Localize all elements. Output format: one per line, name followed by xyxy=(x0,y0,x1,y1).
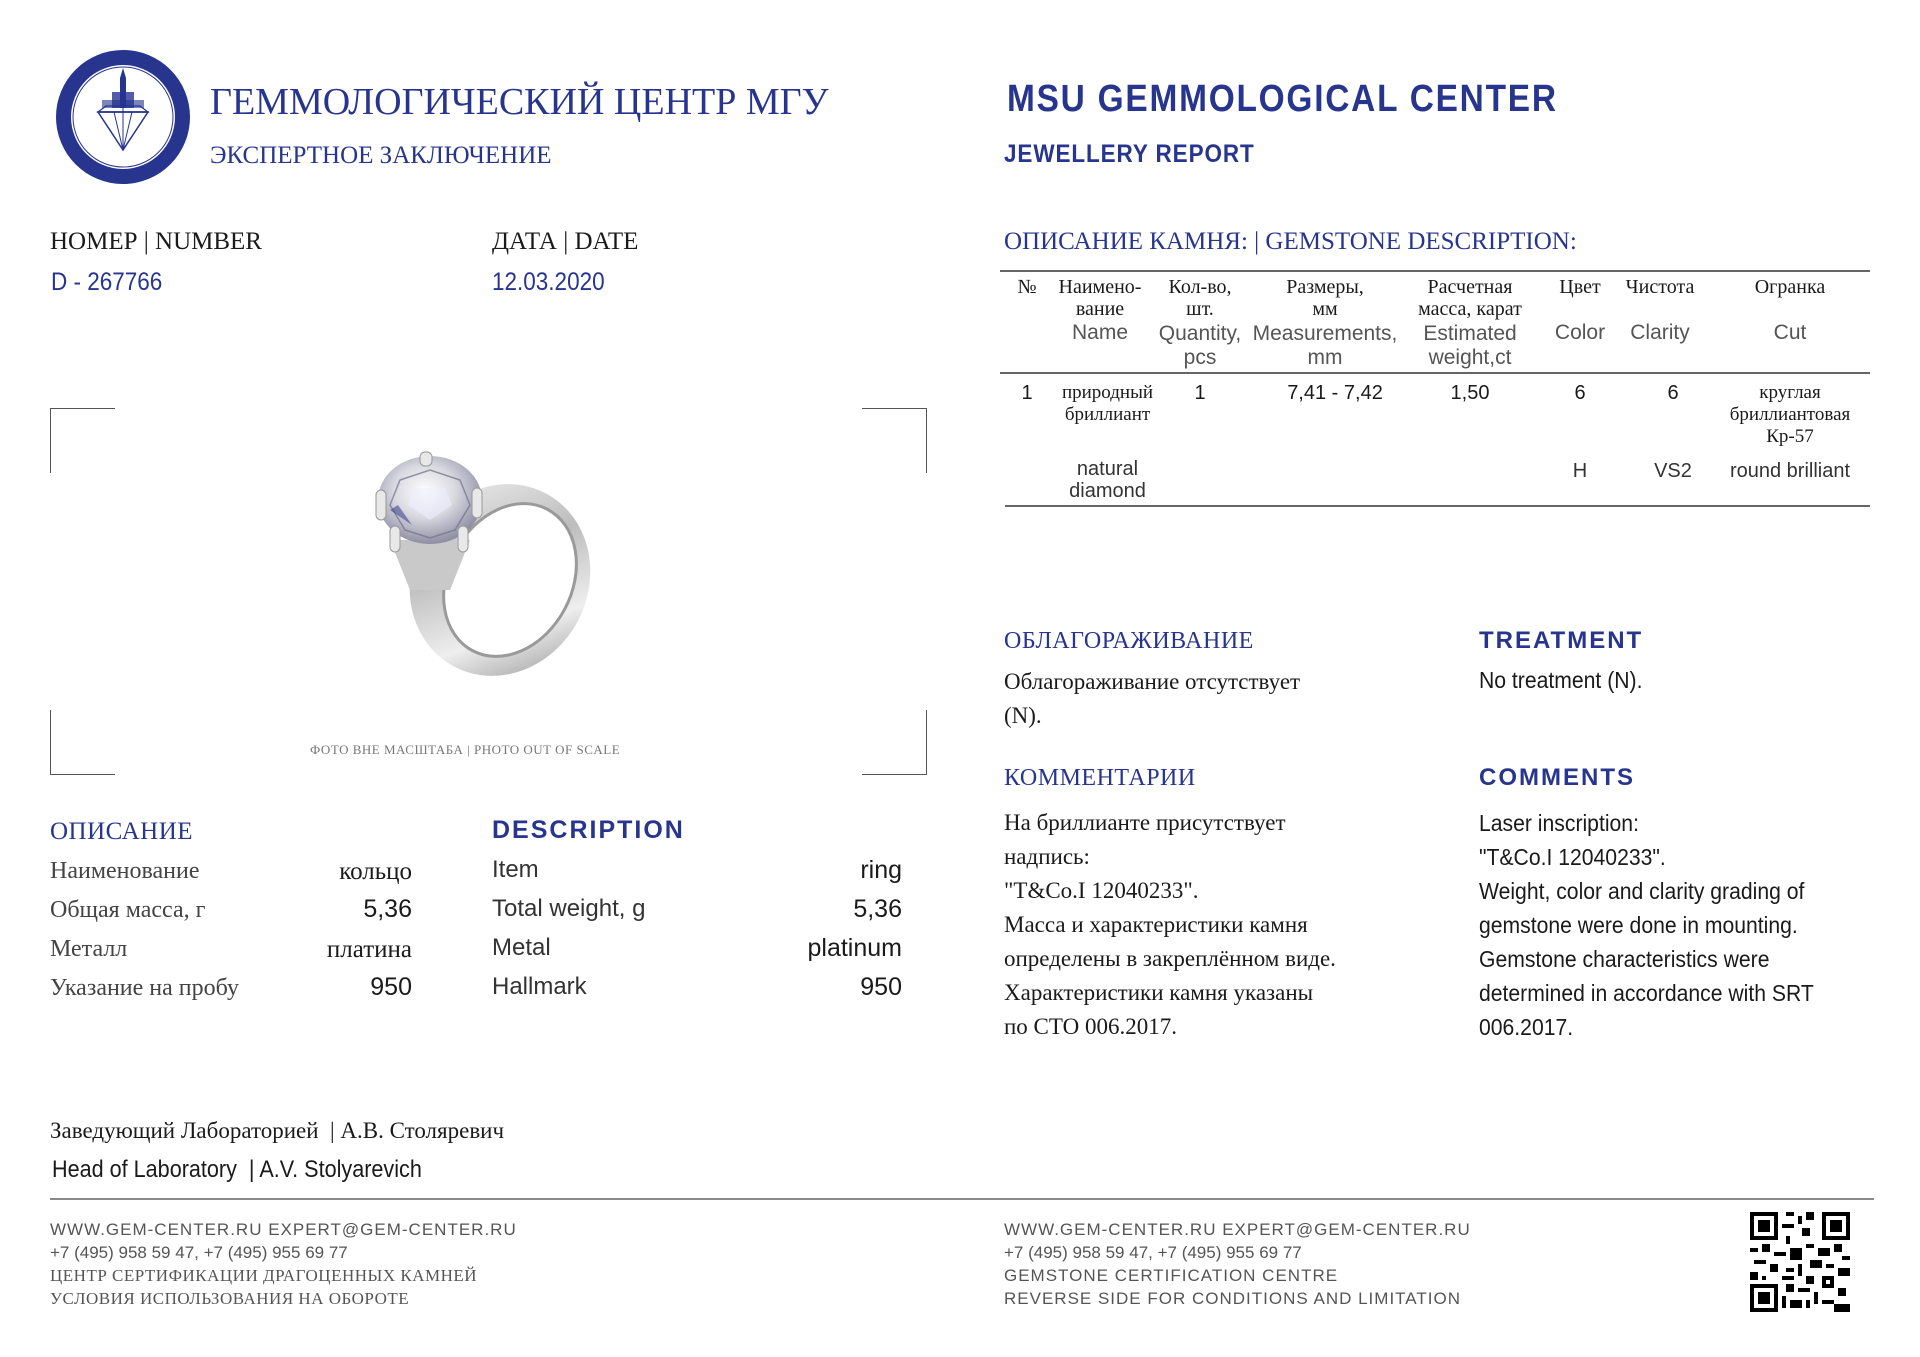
header-name-en: Name xyxy=(1071,321,1129,344)
qr-code-icon xyxy=(1750,1212,1850,1312)
cell-qty: 1 xyxy=(1194,382,1206,404)
cell-color-en: H xyxy=(1572,460,1588,482)
gemstone-heading: ОПИСАНИЕ КАМНЯ: | GEMSTONE DESCRIPTION: xyxy=(1004,228,1577,255)
desc-en-label: Total weight, g xyxy=(492,895,646,922)
desc-en-value: ring xyxy=(860,856,902,884)
header-name-ru: Наимено- вание xyxy=(1058,276,1142,320)
treatment-ru-text: Облагораживание отсутствует (N). xyxy=(1004,669,1301,728)
footer-rule xyxy=(50,1198,1874,1200)
desc-en-value: 5,36 xyxy=(853,895,902,923)
header-cut-ru: Огранка xyxy=(1754,276,1826,298)
footer-right-line4: REVERSE SIDE FOR CONDITIONS AND LIMITATION xyxy=(1004,1289,1461,1308)
header-clarity-en: Clarity xyxy=(1630,321,1690,344)
cell-color-ru: 6 xyxy=(1574,382,1586,404)
comments-en-text: Laser inscription: "T&Co.I 12040233". Weight, color and clarity grading of gemstone were done in mounting. Gemstone characteristics were determined in accordance with SRT 006.2017. xyxy=(1479,810,1814,1040)
frame-corner-top-left xyxy=(50,408,115,473)
footer-right-phone: +7 (495) 958 59 47, +7 (495) 955 69 77 xyxy=(1004,1243,1302,1262)
solitaire-ring-image xyxy=(360,450,600,680)
number-value: D - 267766 xyxy=(51,268,163,296)
ru-title: ГЕММОЛОГИЧЕСКИЙ ЦЕНТР МГУ xyxy=(210,81,829,123)
treatment-en-text: No treatment (N). xyxy=(1479,667,1643,693)
date-label: ДАТА | DATE xyxy=(492,228,639,255)
cell-cut-ru: круглая бриллиантовая Кр-57 xyxy=(1729,382,1851,447)
frame-corner-top-right xyxy=(862,408,927,473)
footer-left xyxy=(50,1218,517,1310)
desc-ru-value: 950 xyxy=(370,973,412,1001)
cell-measurements: 7,41 - 7,42 xyxy=(1287,382,1383,404)
table-bottom-rule xyxy=(1005,505,1870,507)
description-ru-heading: ОПИСАНИЕ xyxy=(50,818,194,845)
treatment-en-heading: TREATMENT xyxy=(1479,627,1644,654)
desc-en-label: Item xyxy=(492,856,539,883)
desc-ru-label: Указание на пробу xyxy=(50,975,239,1001)
cell-clarity-en: VS2 xyxy=(1654,460,1692,482)
footer-right xyxy=(1004,1218,1471,1310)
header-color-ru: Цвет xyxy=(1559,276,1601,298)
treatment-ru-heading: ОБЛАГОРАЖИВАНИЕ xyxy=(1004,628,1254,654)
footer-right-web: WWW.GEM-CENTER.RU EXPERT@GEM-CENTER.RU xyxy=(1004,1220,1471,1239)
ru-subtitle: ЭКСПЕРТНОЕ ЗАКЛЮЧЕНИЕ xyxy=(210,142,552,169)
desc-en-value: platinum xyxy=(807,934,902,962)
desc-ru-label: Металл xyxy=(50,936,128,962)
comments-ru-text: На бриллианте присутствует надпись: "T&Co.I 12040233". Масса и характеристики камня определены в закреплённом виде. Характеристики камня указаны по СТО 006.2017. xyxy=(1004,810,1336,1039)
table-top-rule xyxy=(1000,270,1870,272)
cell-cut-en: round brilliant xyxy=(1729,460,1851,482)
number-label: НОМЕР | NUMBER xyxy=(50,228,262,255)
en-subtitle: JEWELLERY REPORT xyxy=(1004,140,1255,168)
date-value: 12.03.2020 xyxy=(492,268,605,296)
comments-ru-heading: КОММЕНТАРИИ xyxy=(1004,765,1196,791)
header-clarity-ru: Чистота xyxy=(1625,276,1695,298)
frame-corner-bottom-right xyxy=(862,710,927,775)
desc-ru-label: Наименование xyxy=(50,858,200,884)
table-header-rule xyxy=(1000,372,1870,374)
header-qty-en: Quantity, pcs xyxy=(1158,322,1242,369)
cell-name-ru: природный бриллиант xyxy=(1061,382,1154,425)
cell-clarity-ru: 6 xyxy=(1667,382,1679,404)
header-weight-ru: Расчетная масса, карат xyxy=(1418,276,1522,320)
desc-ru-label: Общая масса, г xyxy=(50,897,206,923)
header-no: № xyxy=(1017,276,1037,298)
header-qty-ru: Кол-во, шт. xyxy=(1168,276,1232,320)
footer-left-line4: УСЛОВИЯ ИСПОЛЬЗОВАНИЯ НА ОБОРОТЕ xyxy=(50,1289,410,1308)
footer-left-line3: ЦЕНТР СЕРТИФИКАЦИИ ДРАГОЦЕННЫХ КАМНЕЙ xyxy=(50,1266,478,1285)
header-color-en: Color xyxy=(1554,321,1606,344)
footer-right-line3: GEMSTONE CERTIFICATION CENTRE xyxy=(1004,1266,1339,1285)
footer-left-phone: +7 (495) 958 59 47, +7 (495) 955 69 77 xyxy=(50,1243,348,1262)
signature-en: Head of Laboratory | A.V. Stolyarevich xyxy=(52,1156,422,1183)
desc-ru-value: платина xyxy=(326,936,412,963)
photo-caption: ФОТО ВНЕ МАСШТАБА | PHOTO OUT OF SCALE xyxy=(310,742,621,757)
desc-ru-value: 5,36 xyxy=(363,895,412,923)
desc-en-label: Hallmark xyxy=(492,973,587,1000)
desc-en-value: 950 xyxy=(860,973,902,1001)
header-cut-en: Cut xyxy=(1773,321,1807,344)
cell-weight: 1,50 xyxy=(1450,382,1490,404)
cell-name-en: natural diamond xyxy=(1069,458,1146,502)
cell-no: 1 xyxy=(1021,382,1033,404)
desc-en-label: Metal xyxy=(492,934,551,961)
msu-seal-logo xyxy=(54,48,192,186)
desc-ru-value: кольцо xyxy=(339,858,412,885)
header-weight-en: Estimated weight,ct xyxy=(1423,322,1517,369)
header-meas-ru: Размеры, мм xyxy=(1286,276,1364,320)
en-title: MSU GEMMOLOGICAL CENTER xyxy=(1007,78,1558,120)
footer-left-web: WWW.GEM-CENTER.RU EXPERT@GEM-CENTER.RU xyxy=(50,1220,517,1239)
comments-en-heading: COMMENTS xyxy=(1479,764,1635,791)
description-en-heading: DESCRIPTION xyxy=(492,816,685,844)
frame-corner-bottom-left xyxy=(50,710,115,775)
header-meas-en: Measurements, mm xyxy=(1252,322,1398,369)
signature-ru: Заведующий Лабораторией | А.В. Столяревич xyxy=(50,1118,505,1143)
